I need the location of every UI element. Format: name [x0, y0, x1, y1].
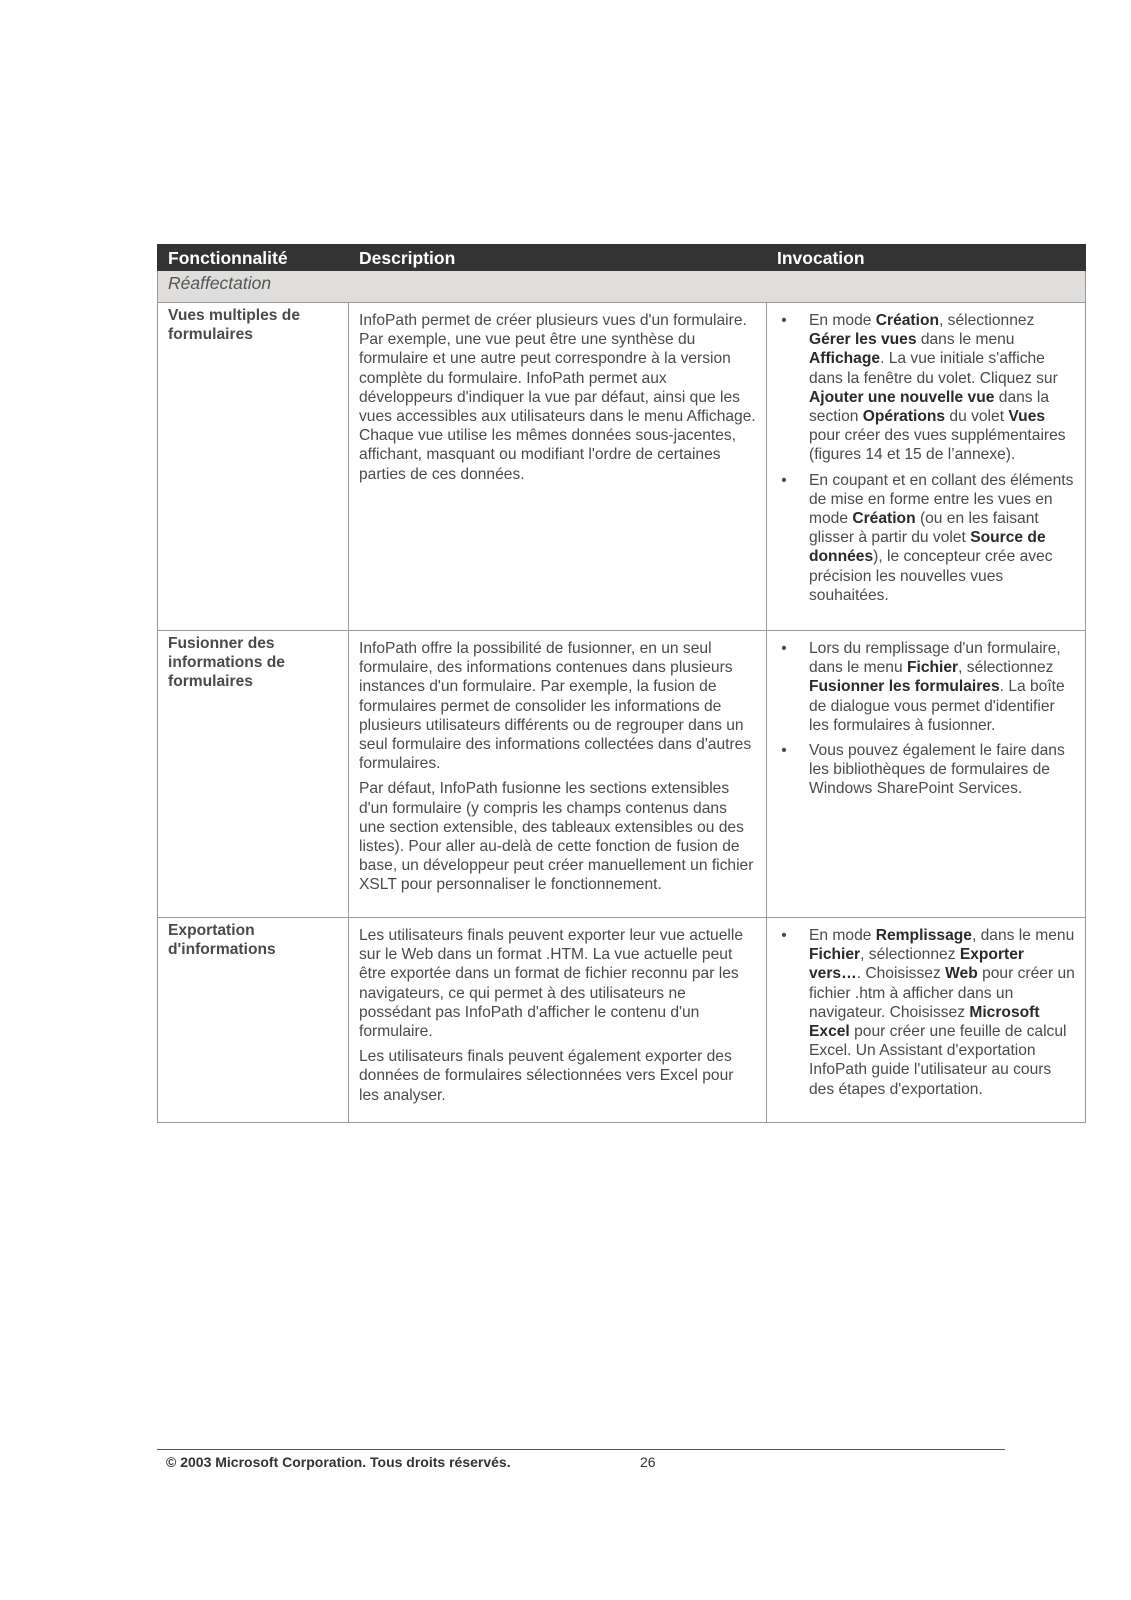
- table-header-row: [158, 245, 1086, 271]
- description-paragraph: InfoPath offre la possibilité de fusionner, en un seul formulaire, des informations contenues dans plusieurs instances d'un formulaire. Par exemple, la fusion de formulaires permet de consolider les informations de plusieurs utilisateurs différents ou de regrouper dans un seul formulaire des informations collectées dans d'autres formulaires.: [359, 640, 752, 773]
- invocation-text: . Choisissez: [856, 965, 946, 983]
- invocation-text: , sélectionnez: [860, 946, 960, 964]
- ui-term: Remplissage: [875, 927, 972, 944]
- ui-term: Opérations: [862, 408, 946, 426]
- invocation-text: Vous pouvez également le faire dans les bibliothèques de formulaires de Windows SharePoint Services.: [809, 742, 1065, 798]
- invocation-text: pour créer une feuille de calcul Excel. Un Assistant d'exportation InfoPath guide l'utilisateur au cours des étapes d'exportation.: [809, 1023, 1067, 1098]
- bullet-icon: •: [781, 640, 787, 657]
- bullet-icon: •: [781, 312, 787, 329]
- feature-name-cell: [158, 631, 349, 918]
- description-paragraph: Les utilisateurs finals peuvent également exporter des données de formulaires sélectionnées vers Excel pour les analyser.: [359, 1048, 734, 1104]
- feature-name-cell: [158, 303, 349, 631]
- ui-term: Web: [945, 965, 978, 983]
- description-cell: [349, 303, 767, 631]
- header-feature: Fonctionnalité: [158, 245, 349, 271]
- ui-term: Fichier: [906, 659, 959, 677]
- list-item: [775, 741, 1075, 799]
- invocation-text: Lors du remplissage d'un formulaire, dans le menu: [809, 640, 1061, 677]
- description-paragraph: Par défaut, InfoPath fusionne les sections extensibles d'un formulaire (y compris les champs contenus dans une section extensible, des tableaux extensibles ou des listes). Pour aller au-delà de cette fonction de fusion de base, un développeur peut créer manuellement un fichier XSLT pour personnaliser le fonctionnement.: [359, 780, 754, 894]
- bullet-icon: •: [781, 471, 787, 489]
- list-item: [775, 639, 1075, 735]
- header-description: Description: [349, 245, 767, 271]
- invocation-text: En mode: [809, 927, 876, 944]
- invocation-text: . La boîte de dialogue vous permet d'identifier les formulaires à fusionner.: [809, 678, 1065, 734]
- ui-term: Gérer les vues: [809, 331, 917, 349]
- ui-term: Affichage: [809, 350, 881, 368]
- bullet-icon: •: [781, 742, 787, 760]
- footer-divider: [157, 1449, 1005, 1450]
- feature-name-line: formulaires: [168, 673, 253, 691]
- ui-term: Fichier: [809, 946, 861, 964]
- table-row: [158, 631, 1086, 918]
- ui-term: Exporter vers…: [809, 946, 1024, 983]
- ui-term: Source de données: [809, 529, 1046, 566]
- ui-term: Création: [875, 312, 940, 329]
- list-item: [775, 471, 1075, 605]
- feature-name-line: Vues multiples de: [168, 307, 301, 324]
- invocation-text: dans la section: [809, 388, 1050, 426]
- section-title: Réaffectation: [158, 271, 1086, 303]
- invocation-cell: [767, 303, 1086, 631]
- invocation-cell: [767, 631, 1086, 918]
- description-paragraph: Les utilisateurs finals peuvent exporter leur vue actuelle sur le Web dans un format .HTM. La vue actuelle peut être exportée dans un format de fichier reconnu par les navigateurs, ce qui permet à des utilisateurs ne possédant pas InfoPath d'afficher le contenu d'un formulaire.: [359, 927, 743, 1041]
- feature-name-line: informations de: [168, 654, 285, 672]
- section-row: [158, 271, 1086, 303]
- ui-term: Création: [852, 510, 916, 528]
- description-cell: [349, 631, 767, 918]
- feature-name-line: Exportation: [168, 922, 255, 939]
- invocation-text: , sélectionnez: [939, 312, 1035, 329]
- description-paragraph: InfoPath permet de créer plusieurs vues d'un formulaire. Par exemple, une vue peut être une synthèse du formulaire et une autre peut correspondre à la version complète du formulaire. InfoPath permet aux développeurs d'indiquer la vue par défaut, ainsi que les vues accessibles aux utilisateurs dans le menu Affichage. Chaque vue utilise les mêmes données sous-jacentes, affichant, masquant ou modifiant l'ordre de certaines parties de ces données.: [359, 312, 756, 483]
- invocation-list: [775, 926, 1075, 1099]
- invocation-text: . La vue initiale s'affiche dans la fenêtre du volet. Cliquez sur: [809, 350, 1058, 387]
- invocation-text: pour créer des vues supplémentaires (figures 14 et 15 de l’annexe).: [809, 427, 1066, 464]
- feature-name-line: d'informations: [168, 941, 276, 959]
- invocation-text: du volet: [945, 408, 1009, 426]
- ui-term: Microsoft Excel: [809, 1003, 1040, 1041]
- header-invocation: Invocation: [767, 245, 1086, 271]
- invocation-cell: [767, 918, 1086, 1123]
- feature-name-cell: [158, 918, 349, 1123]
- invocation-text: , dans le menu: [971, 927, 1075, 944]
- invocation-list: [775, 311, 1075, 605]
- invocation-text: dans le menu: [916, 331, 1015, 349]
- feature-name-line: Fusionner des: [168, 635, 275, 652]
- ui-term: Ajouter une nouvelle vue: [809, 388, 995, 406]
- ui-term: Vues: [1008, 408, 1046, 426]
- table-row: [158, 918, 1086, 1123]
- invocation-text: , sélectionnez: [958, 659, 1054, 677]
- description-cell: [349, 918, 767, 1123]
- list-item: [775, 926, 1075, 1099]
- invocation-text: En coupant et en collant des éléments de mise en forme entre les vues en mode: [809, 471, 1074, 528]
- feature-table: [157, 244, 1086, 1123]
- list-item: [775, 311, 1075, 465]
- ui-term: Fusionner les formulaires: [809, 678, 1000, 696]
- page-number: 26: [640, 1454, 656, 1470]
- bullet-icon: •: [781, 927, 787, 944]
- invocation-list: [775, 639, 1075, 799]
- invocation-text: (ou en les faisant glisser à partir du volet: [809, 510, 1039, 547]
- footer-copyright: © 2003 Microsoft Corporation. Tous droits réservés.: [166, 1454, 511, 1470]
- table-row: [158, 303, 1086, 631]
- feature-name-line: formulaires: [168, 326, 253, 344]
- invocation-text: pour créer un fichier .htm à afficher dans un navigateur. Choisissez: [809, 965, 1075, 1021]
- invocation-text: ), le concepteur crée avec précision les nouvelles vues souhaitées.: [809, 548, 1053, 604]
- invocation-text: En mode: [809, 312, 876, 329]
